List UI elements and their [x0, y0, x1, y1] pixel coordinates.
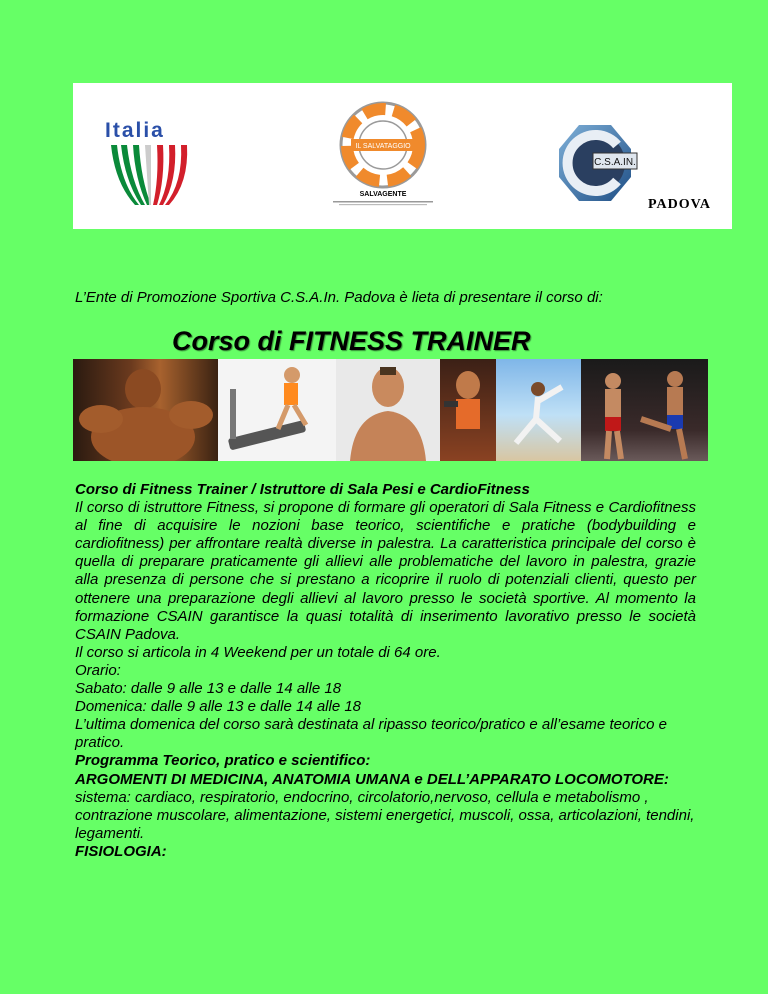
argomenti-heading: ARGOMENTI DI MEDICINA, ANATOMIA UMANA e DELL’APPARATO LOCOMOTORE: [75, 770, 669, 788]
stretching-photo [496, 359, 581, 461]
intro-text: L’Ente di Promozione Sportiva C.S.A.In. Padova è lieta di presentare il corso di: [75, 289, 603, 306]
bodybuilder-photo [73, 359, 218, 461]
csain-logo-text: C.S.A.IN. [594, 157, 636, 168]
salvagente-ring-text: IL SALVATAGGIO [355, 143, 411, 150]
salvagente-caption: SALVAGENTE [359, 191, 407, 198]
man-torso-icon [336, 359, 440, 461]
photo-strip [73, 359, 708, 461]
course-heading: Corso di Fitness Trainer / Istruttore di Sala Pesi e CardioFitness [75, 481, 530, 498]
page-title: Corso di FITNESS TRAINER [172, 326, 531, 356]
ultima-domenica-note: L’ultima domenica del corso sarà destinata al ripasso teorico/pratico e all’esame teorico e pratico. [75, 716, 667, 752]
dumbbell-woman-photo [440, 359, 496, 461]
course-duration: Il corso si articola in 4 Weekend per un totale di 64 ore. [75, 643, 441, 661]
lifebuoy-icon [323, 99, 443, 191]
sistema-list: sistema: cardiaco, respiratorio, endocrino, circolatorio,nervoso, cellula e metabolismo , contrazione muscolare, alimentazione, sistemi energetici, muscoli, ossa, articolazioni, tendini, legamenti. [75, 788, 695, 842]
programma-heading: Programma Teorico, pratico e scientifico: [75, 752, 371, 770]
kickboxing-fighters-icon [581, 359, 708, 461]
orario-label: Orario: [75, 661, 121, 679]
bodybuilder-silhouette-icon [73, 359, 218, 461]
treadmill-photo [218, 359, 336, 461]
csain-logo [549, 123, 639, 203]
salvagente-subtext-decoration [327, 200, 439, 206]
italia-stripes-icon [101, 143, 201, 209]
kickboxing-photo [581, 359, 708, 461]
sabato-schedule: Sabato: dalle 9 alle 13 e dalle 14 alle 18 [75, 680, 342, 698]
padova-label: PADOVA [648, 197, 712, 212]
treadmill-runner-icon [218, 359, 336, 461]
salvagente-logo [323, 99, 443, 221]
stretching-woman-icon [496, 359, 581, 461]
course-description [75, 481, 696, 861]
dumbbell-woman-icon [440, 359, 496, 461]
italia-logo [101, 119, 211, 211]
domenica-schedule: Domenica: dalle 9 alle 13 e dalle 14 alle 18 [75, 698, 362, 716]
csain-emblem-icon [549, 123, 639, 203]
course-paragraph: Il corso di istruttore Fitness, si propone di formare gli operatori di Sala Fitness e Cardiofitness al fine di acquisire le nozioni base teorico, scientifiche e pratiche (bodybuilding e cardiofitness) per affrontare realtà diverse in palestra. La caratteristica principale del corso è quella di preparare praticamente gli allievi alle problematiche del lavoro in palestra, grazie alla presenza di persone che si prestano a ricoprire il ruolo di potenziali clienti, questo per ottenere una preparazione degli allievi al lavoro presso le società sportive. Al momento la formazione CSAIN garantisce la quasi totalità di inserimento lavorativo presso le società CSAIN Padova. [75, 499, 696, 643]
fisiologia-heading: FISIOLOGIA: [75, 842, 167, 860]
logo-band [73, 83, 732, 229]
italia-logo-text: Italia [105, 119, 165, 142]
man-photo [336, 359, 440, 461]
